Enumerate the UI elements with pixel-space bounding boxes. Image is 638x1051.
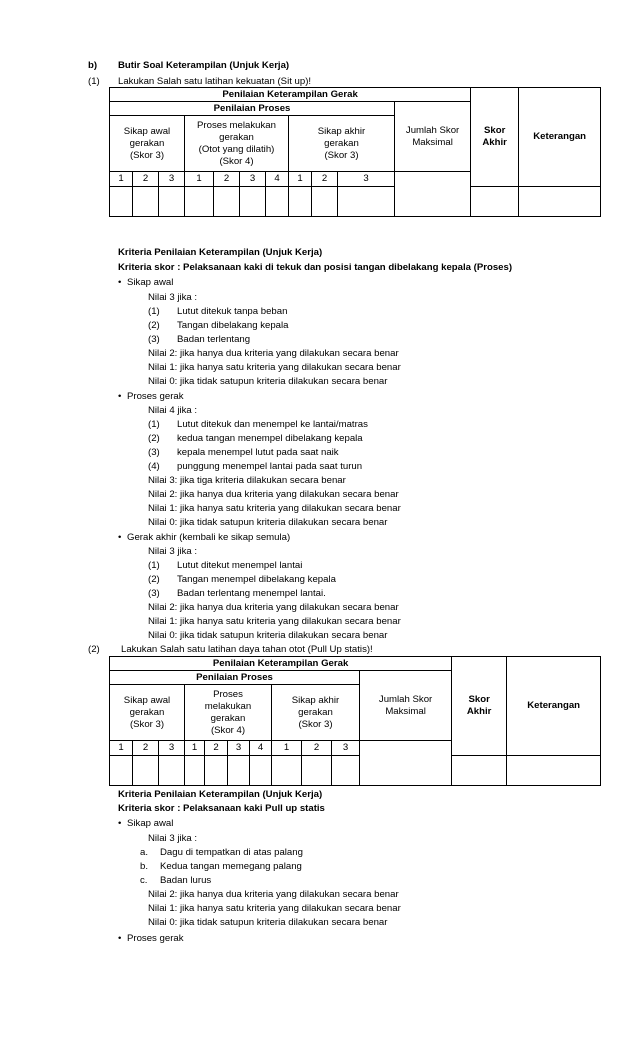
process-title: Penilaian Proses bbox=[110, 671, 360, 685]
nilai-line: Nilai 1: jika hanya satu kriteria yang dilakukan secara benar bbox=[148, 362, 401, 373]
point-text: kepala menempel lutut pada saat naik bbox=[177, 447, 339, 458]
empty-cell bbox=[471, 187, 519, 217]
point-text: Dagu di tempatkan di atas palang bbox=[160, 847, 303, 858]
nilai-intro: Nilai 3 jika : bbox=[148, 546, 198, 557]
empty-cell bbox=[159, 187, 185, 217]
point-num: (1) bbox=[148, 560, 160, 571]
point-text: Badan lurus bbox=[160, 875, 212, 886]
point-num: (2) bbox=[148, 574, 160, 585]
assessment-table bbox=[109, 87, 601, 217]
col-sikap-akhir: Sikap akhir gerakan (Skor 3) bbox=[289, 116, 395, 172]
point-num: (1) bbox=[148, 419, 160, 430]
empty-cell bbox=[272, 756, 302, 786]
bullet-icon: • bbox=[118, 818, 122, 829]
score-cell: 4 bbox=[266, 172, 289, 187]
score-cell: 2 bbox=[302, 741, 332, 756]
col-sikap-awal: Sikap awal gerakan (Skor 3) bbox=[110, 685, 185, 741]
empty-cell bbox=[240, 187, 266, 217]
nilai-line: Nilai 1: jika hanya satu kriteria yang dilakukan secara benar bbox=[148, 903, 401, 914]
item-number: (1) bbox=[88, 76, 100, 87]
empty-cell bbox=[266, 187, 289, 217]
empty-cell bbox=[395, 172, 471, 217]
point-num: (3) bbox=[148, 334, 160, 345]
point-text: kedua tangan menempel dibelakang kepala bbox=[177, 433, 363, 444]
score-cell: 1 bbox=[185, 172, 214, 187]
criteria-title: Kriteria Penilaian Keterampilan (Unjuk Kerja) bbox=[118, 789, 323, 800]
score-cell: 3 bbox=[338, 172, 395, 187]
point-num: (4) bbox=[148, 461, 160, 472]
point-num: (3) bbox=[148, 447, 160, 458]
empty-cell bbox=[338, 187, 395, 217]
bullet-icon: • bbox=[118, 391, 122, 402]
empty-cell bbox=[159, 756, 185, 786]
point-text: Lutut ditekut menempel lantai bbox=[177, 560, 303, 571]
empty-cell bbox=[185, 187, 214, 217]
score-cell: 1 bbox=[110, 741, 133, 756]
empty-cell bbox=[110, 756, 133, 786]
bullet-item: • Sikap awal bbox=[118, 277, 174, 288]
col-skor-akhir: Skor Akhir bbox=[452, 657, 507, 756]
nilai-line: Nilai 2: jika hanya dua kriteria yang dilakukan secara benar bbox=[148, 889, 399, 900]
nilai-line: Nilai 1: jika hanya satu kriteria yang dilakukan secara benar bbox=[148, 616, 401, 627]
empty-cell bbox=[214, 187, 240, 217]
point-text: Tangan menempel dibelakang kepala bbox=[177, 574, 336, 585]
empty-cell bbox=[332, 756, 360, 786]
nilai-intro: Nilai 3 jika : bbox=[148, 292, 198, 303]
empty-cell bbox=[302, 756, 332, 786]
nilai-line: Nilai 3: jika tiga kriteria dilakukan secara benar bbox=[148, 475, 346, 486]
nilai-line: Nilai 2: jika hanya dua kriteria yang dilakukan secara benar bbox=[148, 602, 399, 613]
score-cell: 1 bbox=[110, 172, 133, 187]
score-cell: 3 bbox=[159, 172, 185, 187]
criteria-title: Kriteria Penilaian Keterampilan (Unjuk Kerja) bbox=[118, 247, 323, 258]
point-text: Lutut ditekuk tanpa beban bbox=[177, 306, 288, 317]
score-cell: 4 bbox=[250, 741, 272, 756]
criteria-skor: Kriteria skor : Pelaksanaan kaki Pull up statis bbox=[118, 803, 325, 814]
col-sikap-akhir: Sikap akhir gerakan (Skor 3) bbox=[272, 685, 360, 741]
section-title: Butir Soal Keterampilan (Unjuk Kerja) bbox=[118, 60, 290, 71]
nilai-line: Nilai 0: jika tidak satupun kriteria dilakukan secara benar bbox=[148, 517, 388, 528]
col-skor-akhir: Skor Akhir bbox=[471, 88, 519, 187]
point-text: Badan terlentang menempel lantai. bbox=[177, 588, 326, 599]
col-keterangan: Keterangan bbox=[519, 88, 601, 187]
point-num: (1) bbox=[148, 306, 160, 317]
score-cell: 3 bbox=[332, 741, 360, 756]
bullet-item: • Sikap awal bbox=[118, 818, 174, 829]
bullet-item: • Proses gerak bbox=[118, 391, 184, 402]
score-cell: 2 bbox=[205, 741, 228, 756]
nilai-intro: Nilai 4 jika : bbox=[148, 405, 198, 416]
table-title: Penilaian Keterampilan Gerak bbox=[110, 657, 452, 671]
score-cell: 3 bbox=[159, 741, 185, 756]
criteria-skor: Kriteria skor : Pelaksanaan kaki di tekuk dan posisi tangan dibelakang kepala (Proses) bbox=[118, 262, 513, 273]
empty-cell bbox=[228, 756, 250, 786]
nilai-intro: Nilai 3 jika : bbox=[148, 833, 198, 844]
item-instruction: Lakukan Salah satu latihan kekuatan (Sit up)! bbox=[118, 76, 312, 87]
point-num: (2) bbox=[148, 433, 160, 444]
score-cell: 1 bbox=[289, 172, 312, 187]
nilai-line: Nilai 2: jika hanya dua kriteria yang dilakukan secara benar bbox=[148, 489, 399, 500]
point-num: (2) bbox=[148, 320, 160, 331]
col-jumlah-skor: Jumlah Skor Maksimal bbox=[360, 671, 452, 741]
empty-cell bbox=[519, 187, 601, 217]
bullet-icon: • bbox=[118, 532, 122, 543]
empty-cell bbox=[133, 756, 159, 786]
empty-cell bbox=[185, 756, 205, 786]
assessment-table bbox=[109, 656, 601, 786]
score-cell: 2 bbox=[133, 741, 159, 756]
table-title: Penilaian Keterampilan Gerak bbox=[110, 88, 471, 102]
nilai-line: Nilai 1: jika hanya satu kriteria yang dilakukan secara benar bbox=[148, 503, 401, 514]
point-num: (3) bbox=[148, 588, 160, 599]
empty-cell bbox=[360, 741, 452, 786]
item-number: (2) bbox=[88, 644, 100, 655]
nilai-line: Nilai 2: jika hanya dua kriteria yang dilakukan secara benar bbox=[148, 348, 399, 359]
empty-cell bbox=[250, 756, 272, 786]
point-text: punggung menempel lantai pada saat turun bbox=[177, 461, 363, 472]
score-cell: 2 bbox=[133, 172, 159, 187]
empty-cell bbox=[289, 187, 312, 217]
score-cell: 3 bbox=[228, 741, 250, 756]
empty-cell bbox=[133, 187, 159, 217]
empty-cell bbox=[507, 756, 601, 786]
section-marker: b) bbox=[88, 60, 98, 71]
col-keterangan: Keterangan bbox=[507, 657, 601, 756]
bullet-icon: • bbox=[118, 277, 122, 288]
item-instruction: Lakukan Salah satu latihan daya tahan otot (Pull Up statis)! bbox=[121, 644, 373, 655]
col-jumlah-skor: Jumlah Skor Maksimal bbox=[395, 102, 471, 172]
score-cell: 1 bbox=[272, 741, 302, 756]
col-proses: Proses melakukan gerakan (Otot yang dilatih) (Skor 4) bbox=[185, 116, 289, 172]
point-num: c. bbox=[140, 875, 148, 886]
score-cell: 2 bbox=[312, 172, 338, 187]
bullet-icon: • bbox=[118, 933, 122, 944]
point-num: a. bbox=[140, 847, 149, 858]
empty-cell bbox=[110, 187, 133, 217]
col-proses: Proses melakukan gerakan (Skor 4) bbox=[185, 685, 272, 741]
col-sikap-awal: Sikap awal gerakan (Skor 3) bbox=[110, 116, 185, 172]
empty-cell bbox=[312, 187, 338, 217]
score-cell: 2 bbox=[214, 172, 240, 187]
nilai-line: Nilai 0: jika tidak satupun kriteria dilakukan secara benar bbox=[148, 630, 388, 641]
empty-cell bbox=[205, 756, 228, 786]
process-title: Penilaian Proses bbox=[110, 102, 395, 116]
score-cell: 3 bbox=[240, 172, 266, 187]
empty-cell bbox=[452, 756, 507, 786]
point-text: Kedua tangan memegang palang bbox=[160, 861, 302, 872]
bullet-item: • Proses gerak bbox=[118, 933, 184, 944]
nilai-line: Nilai 0: jika tidak satupun kriteria dilakukan secara benar bbox=[148, 917, 388, 928]
point-text: Badan terlentang bbox=[177, 334, 251, 345]
nilai-line: Nilai 0: jika tidak satupun kriteria dilakukan secara benar bbox=[148, 376, 388, 387]
point-num: b. bbox=[140, 861, 149, 872]
point-text: Lutut ditekuk dan menempel ke lantai/matras bbox=[177, 419, 368, 430]
score-cell: 1 bbox=[185, 741, 205, 756]
bullet-item: • Gerak akhir (kembali ke sikap semula) bbox=[118, 532, 291, 543]
point-text: Tangan dibelakang kepala bbox=[177, 320, 289, 331]
